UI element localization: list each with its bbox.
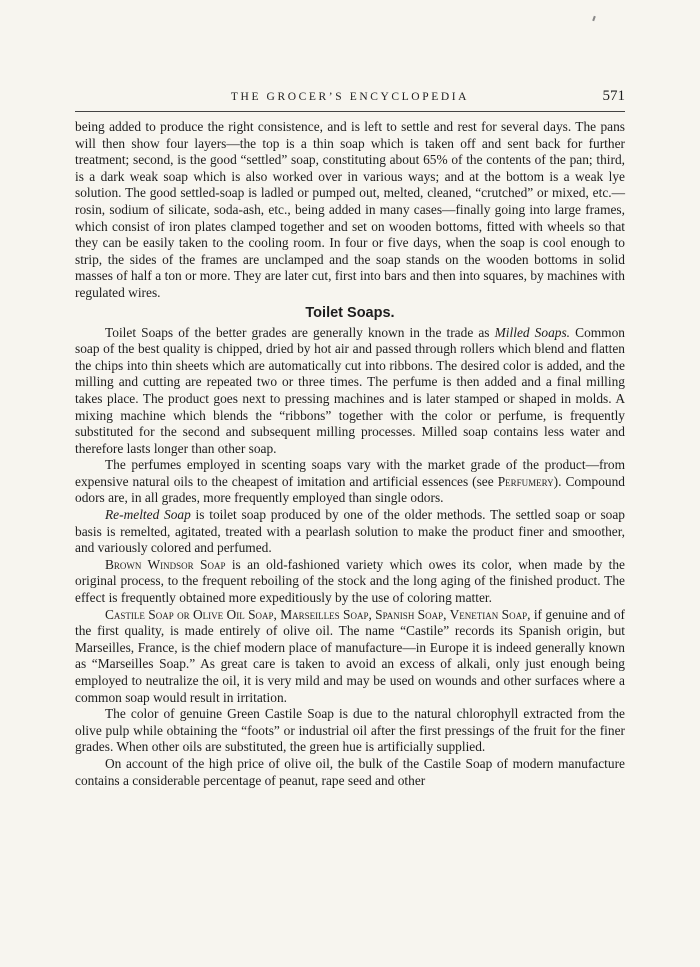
paragraph-text: is an old-fashioned variety which owes its color, when made by the original process, to the frequent reboiling of the stock and the long aging of the finished product. The effect is frequently obtained more expeditiously by the use of coloring matter. [75, 556, 625, 606]
paragraph-text: is toilet soap produced by one of the older methods. The settled soap or soap basis is remelted, agitated, treated with a pearlash solution to make the product finer and smoother, and variously colored and perfumed. [75, 507, 626, 556]
paragraph-intro: being added to produce the right consistence, and is left to settle and rest for several days. The pans will then show four layers—the top is a thin soap which is taken off and sent back for further treatment; second, is the good “settled” soap, constituting about 65% of the contents of the pan; third, is a dark weak soap which is also worked over in various ways; and at the bottom is a weak lye solution. The good settled-soap is ladled or pumped out, melted, cleaned, “crutched” or mixed, etc.—rosin, sodium of silicate, soda-ash, etc., being added in many cases—finally going into large frames, which consist of iron plates clamped together and set on wooden bottoms, fitted with wheels so that they can be easily taken to the cooling room. In four or five days, when the soap is cool enough to strip, the sides of the frames are unclamped and the soap stands on the wooden bottoms in solid masses of half a ton or more. They are later cut, first into bars and then into squares, by machines with regulated wires. [75, 119, 625, 300]
stray-mark [592, 16, 596, 21]
paragraph-text: ). Compound odors are, in all grades, more frequently employed than single odors. [75, 473, 625, 506]
cross-reference: Perfumery [497, 473, 554, 489]
small-caps-term: Castile Soap or Olive Oil Soap, Marseilles Soap, Spanish Soap, Venetian Soap, [105, 606, 531, 622]
paragraph-text: The perfumes employed in scenting soaps vary with the market grade of the product—from expensive natural oils to the cheapest of imitation and artificial essences (see [75, 457, 625, 489]
section-heading: Toilet Soaps. [305, 304, 395, 321]
page-number: 571 [602, 88, 625, 104]
paragraph-text: Toilet Soaps of the better grades are generally known in the trade as [105, 324, 495, 340]
paragraph-text: Common soap of the best quality is chipped, dried by hot air and passed through rollers which blend and flatten the chips into thin sheets which are automatically cut into ribbons. The desired color is added, and the milling and cutting are repeated two or three times. The perfume is then added and a final milling takes place. The product goes next to pressing machines and is later stamped or shaped in molds. A mixing machine which blends the “ribbons” together with the color or perfume, is frequently substituted for the second and subsequent milling processes. Milled soap contains less water and therefore lasts longer than other soap. [75, 324, 625, 456]
paragraph-olive-oil-price: On account of the high price of olive oil, the bulk of the Castile Soap of modern manufacture contains a considerable percentage of peanut, rape seed and other [75, 755, 625, 788]
paragraph-text: if genuine and of the first quality, is made entirely of olive oil. The name “Castile” records its Spanish origin, but Marseilles, France, is the chief modern place of manufacture—in Europe it is indeed generally known as “Marseilles Soap.” As great care is taken to avoid an excess of alkali, only just enough being employed to neutralize the oil, it is very mild and may be used on wounds and other surfaces where a common soap would result in irritation. [75, 606, 625, 705]
small-caps-term: Brown Windsor Soap [105, 556, 226, 572]
header-rule [75, 111, 625, 112]
paragraph-brown-windsor [75, 557, 625, 607]
italic-term: Milled Soaps. [494, 324, 571, 340]
italic-term: Re-melted Soap [105, 507, 191, 523]
paragraph-milled-soaps [75, 325, 625, 458]
paragraph-perfumes [75, 457, 625, 507]
paragraph-castile-soap [75, 607, 625, 707]
paragraph-remelted-soap [75, 507, 625, 557]
paragraph-green-castile: The color of genuine Green Castile Soap is due to the natural chlorophyll extracted from the olive pulp while obtaining the “foots” or industrial oil after the first pressings of the fruit for the finer grades. When other oils are substituted, the green hue is artificially supplied. [75, 706, 625, 755]
running-head [75, 88, 625, 108]
body-text [75, 119, 625, 789]
running-title: THE GROCER’S ENCYCLOPEDIA [230, 91, 470, 103]
